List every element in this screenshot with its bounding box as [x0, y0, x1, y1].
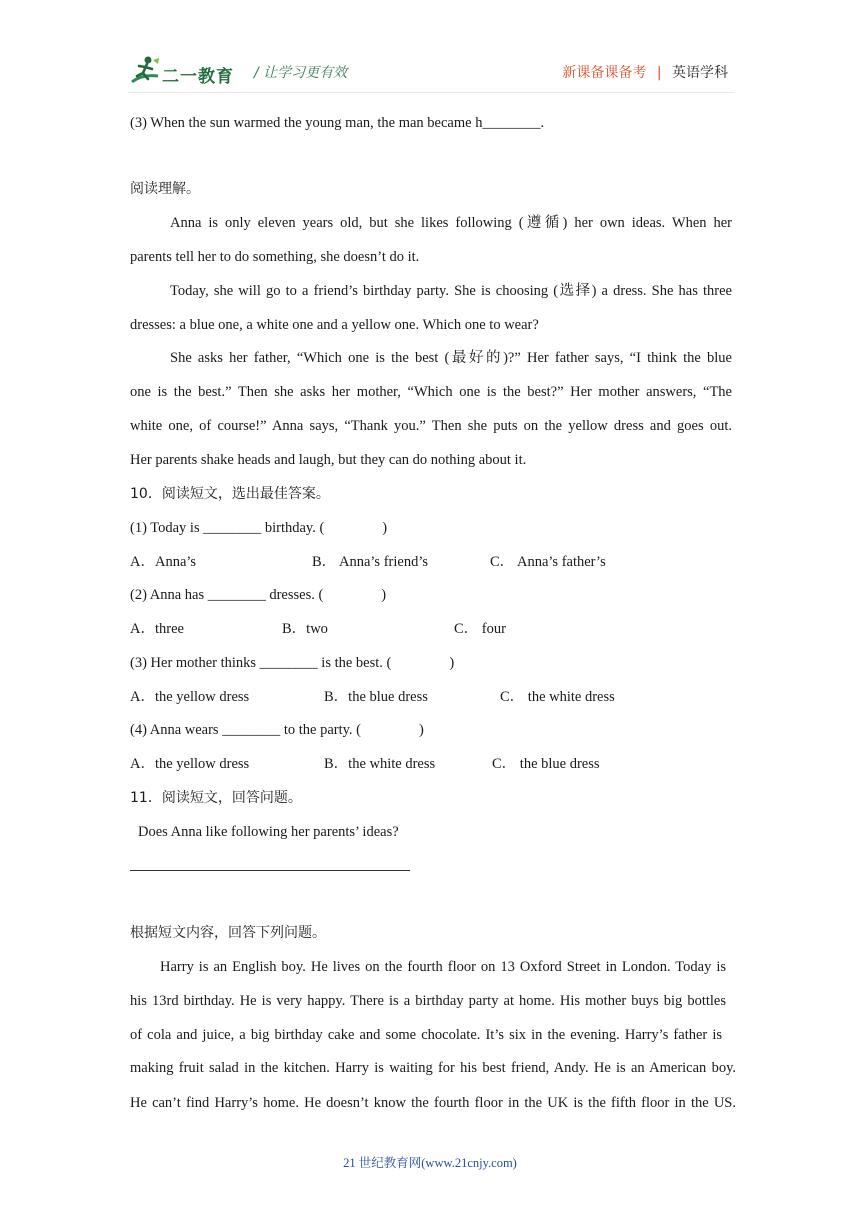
passage-1-line: parents tell her to do something, she doesn’t do it.: [130, 249, 420, 265]
question-3-line: (3) When the sun warmed the young man, the man became h________.: [130, 115, 545, 131]
question-11-text: Does Anna like following her parents’ ideas?: [138, 824, 399, 840]
option-a: A．three: [130, 621, 184, 637]
question-10-2: (2) Anna has ________ dresses. ( ): [130, 587, 387, 603]
passage-1-line: Today, she will go to a friend’s birthday party. She is choosing (选择) a dress. She has three: [170, 283, 732, 299]
option-c: C． four: [454, 621, 506, 637]
passage-1-line: white one, of course!” Anna says, “Thank you.” Then she puts on the yellow dress and goes out.: [130, 418, 732, 434]
logo: [128, 54, 248, 90]
passage-2-line: his 13rd birthday. He is very happy. There is a birthday party at home. His mother buys big bottles: [130, 993, 726, 1009]
option-b: B． Anna’s friend’s: [312, 554, 428, 570]
option-b: B．the blue dress: [324, 689, 428, 705]
option-c: C． the white dress: [500, 689, 615, 705]
question-11-title: 11．阅读短文，回答问题。: [130, 790, 302, 806]
page-footer: 21 世纪教育网(www.21cnjy.com): [343, 1156, 517, 1170]
passage-2-line: Harry is an English boy. He lives on the fourth floor on 13 Oxford Street in London. Today is: [160, 959, 726, 975]
passage-1-line: dresses: a blue one, a white one and a yellow one. Which one to wear?: [130, 317, 539, 333]
passage-1-line: one is the best.” Then she asks her mother, “Which one is the best?” Her mother answers, “The: [130, 384, 732, 400]
option-a: A．Anna’s: [130, 554, 197, 570]
passage-1-line: Anna is only eleven years old, but she likes following (遵循) her own ideas. When her: [170, 215, 732, 231]
passage-1-line: She asks her father, “Which one is the best (最好的)?” Her father says, “I think the blue: [170, 350, 732, 366]
answer-line[interactable]: [130, 870, 410, 871]
header-divider: [128, 92, 734, 93]
option-c: C． Anna’s father’s: [490, 554, 606, 570]
question-10-title: 10．阅读短文，选出最佳答案。: [130, 486, 330, 502]
subject-label: 英语学科: [672, 65, 728, 81]
reading-1-title: 阅读理解。: [130, 181, 200, 197]
option-b: B．two: [282, 621, 328, 637]
course-label: 新课备课备考: [562, 65, 647, 81]
question-10-1: (1) Today is ________ birthday. ( ): [130, 520, 388, 536]
logo-text: 二一教育: [162, 67, 234, 87]
passage-1-line: Her parents shake heads and laugh, but they can do nothing about it.: [130, 452, 527, 468]
question-10-4: (4) Anna wears ________ to the party. ( ): [130, 722, 424, 738]
question-10-3: (3) Her mother thinks ________ is the best. ( ): [130, 655, 455, 671]
page-header: [128, 54, 728, 90]
option-a: A．the yellow dress: [130, 689, 250, 705]
runner-logo-icon: [128, 54, 162, 88]
header-right: [562, 62, 728, 82]
option-a: A．the yellow dress: [130, 756, 250, 772]
passage-2-line: making fruit salad in the kitchen. Harry is waiting for his best friend, Andy. He is an American boy.: [130, 1060, 736, 1076]
passage-2-line: He can’t find Harry’s home. He doesn’t know the fourth floor in the UK is the fifth floor in the US.: [130, 1095, 736, 1111]
option-b: B．the white dress: [324, 756, 436, 772]
reading-2-title: 根据短文内容，回答下列问题。: [130, 925, 326, 941]
option-c: C． the blue dress: [492, 756, 600, 772]
slogan: / 让学习更有效: [254, 65, 348, 81]
header-separator: |: [656, 65, 662, 81]
passage-2-line: of cola and juice, a big birthday cake and some chocolate. It’s six in the evening. Harry’s father is: [130, 1027, 722, 1043]
